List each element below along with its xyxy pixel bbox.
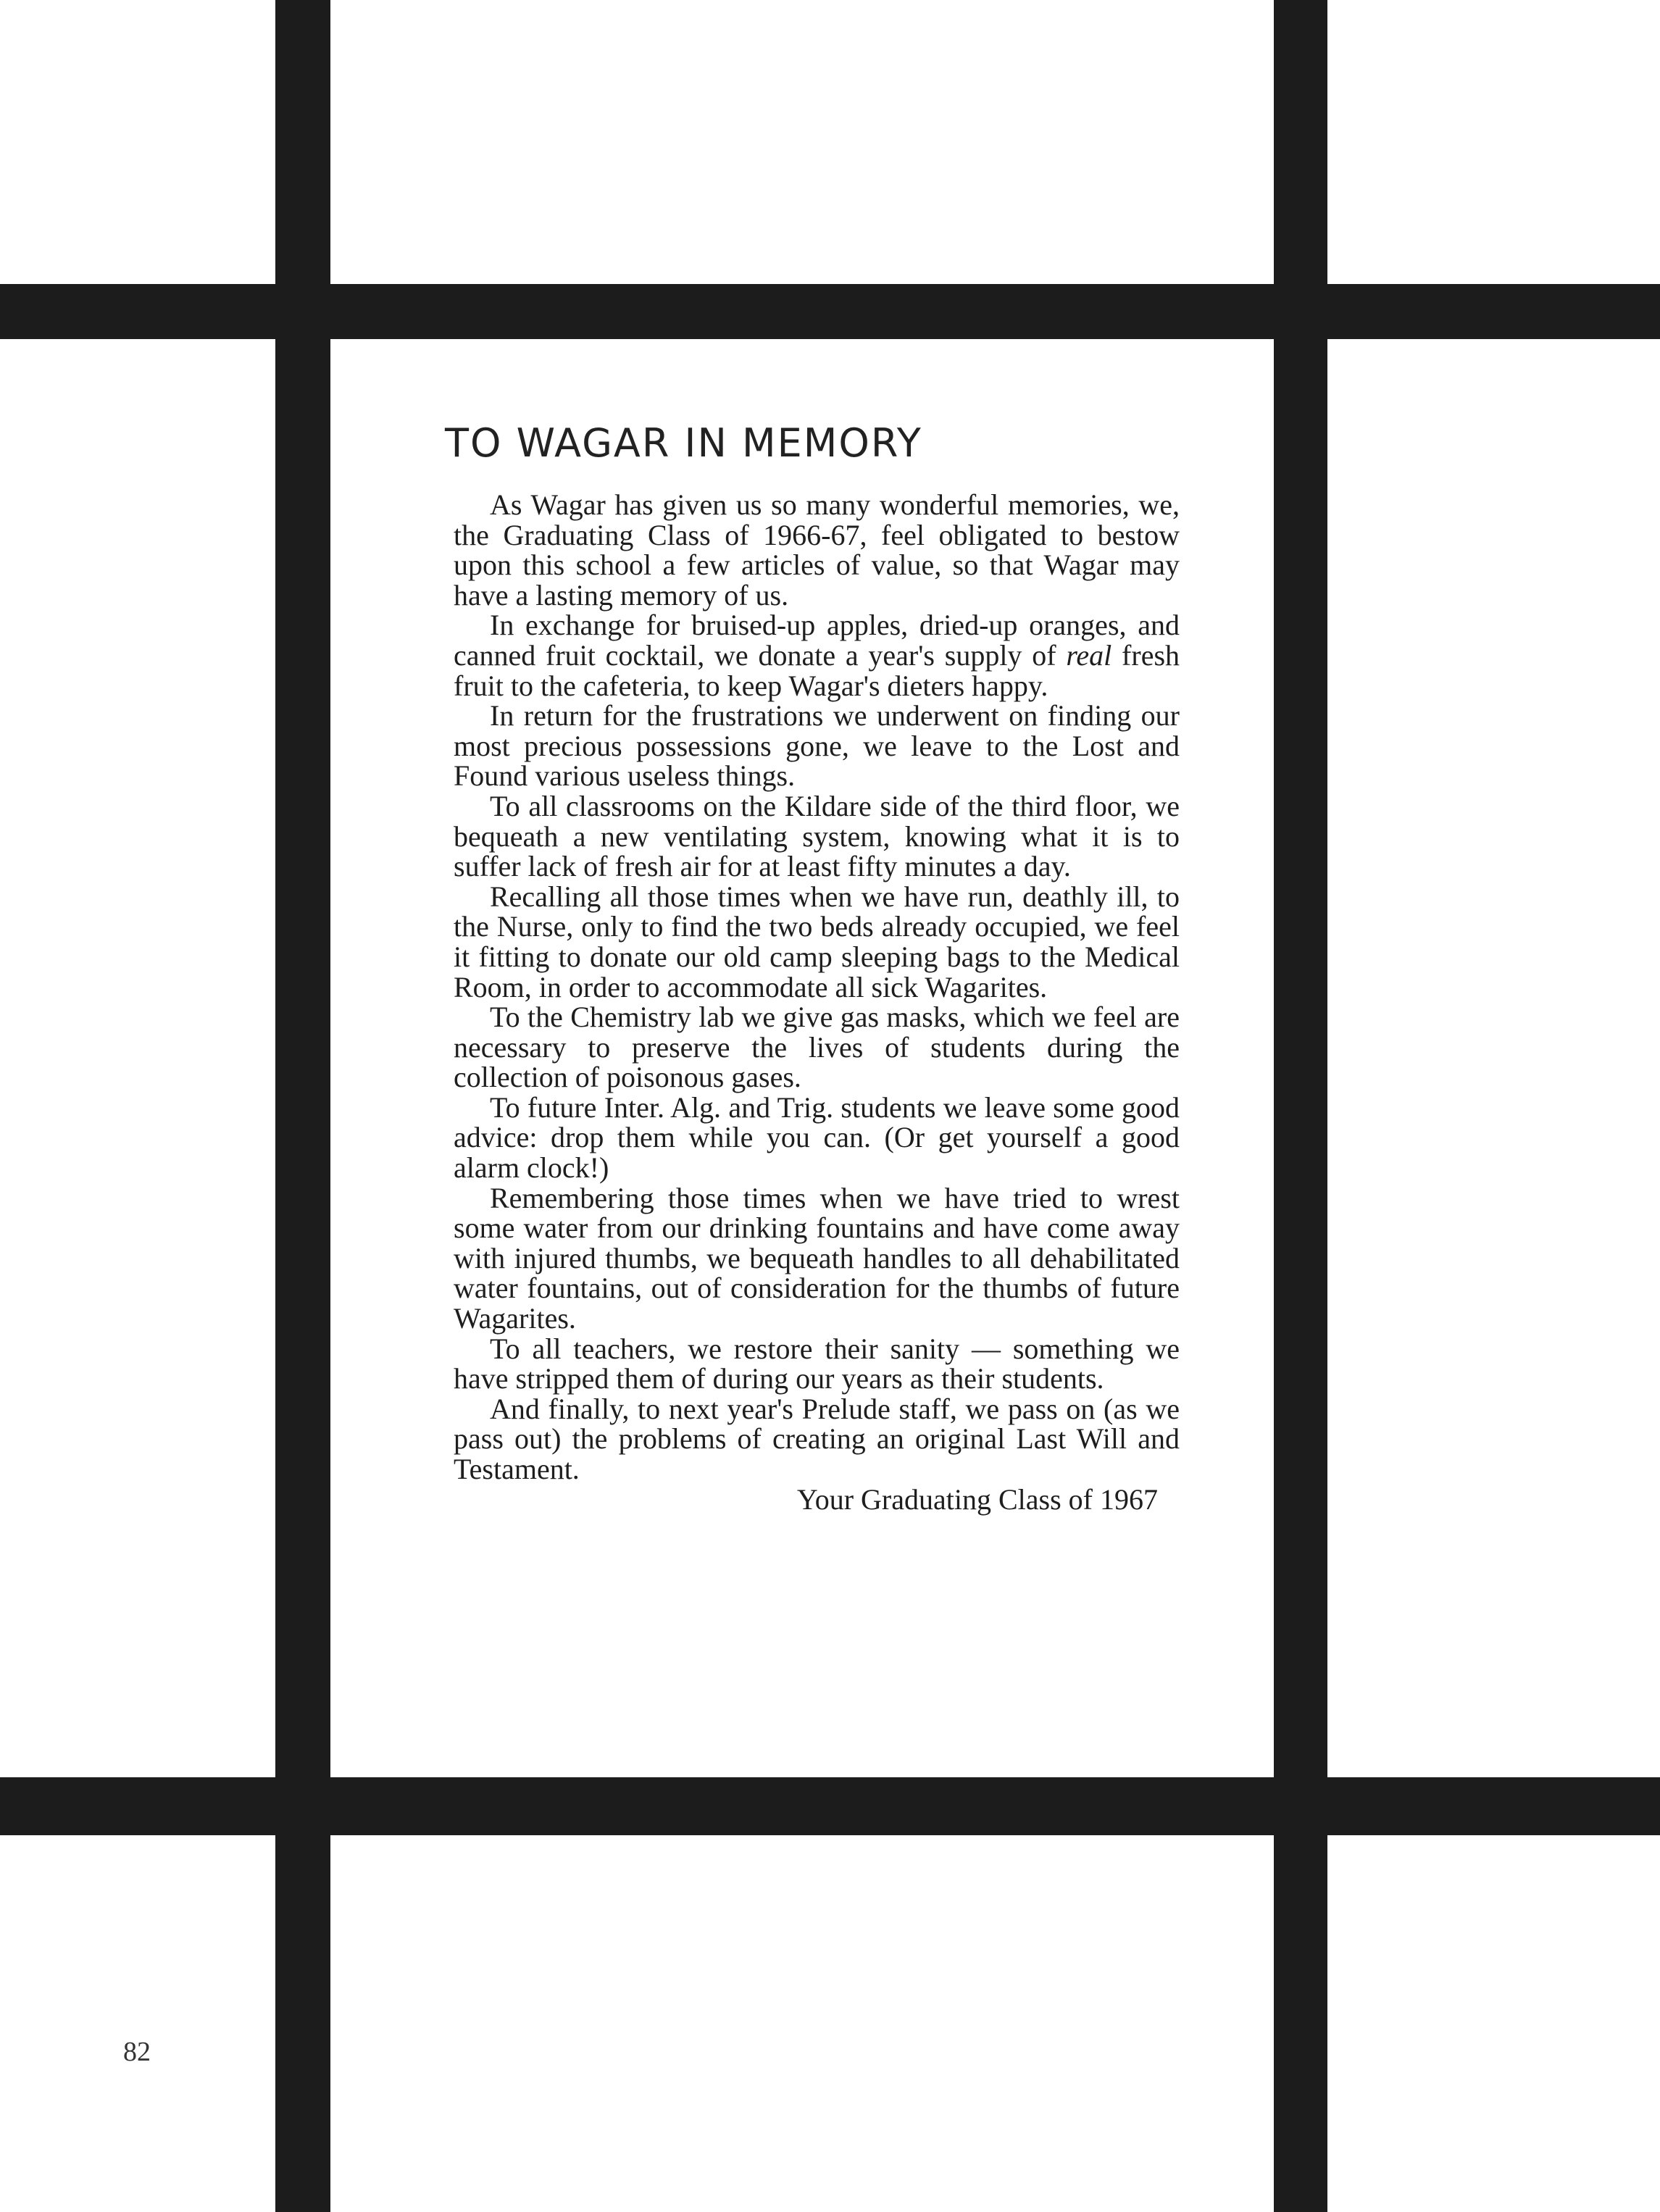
- paragraph-fruit-start: In exchange for bruised-up apples, dried-up oranges, and canned fruit cocktail, we donate a year's supply of: [454, 609, 1180, 672]
- page-number: 82: [123, 2037, 151, 2067]
- paragraph-chemistry: To the Chemistry lab we give gas masks, which we feel are necessary to preserve the lives of students during the collection of poisonous gases.: [454, 1001, 1180, 1094]
- frame-bar-horizontal-top: [0, 284, 1660, 339]
- paragraph-ventilation: To all classrooms on the Kildare side of the third floor, we bequeath a new ventilating system, knowing what it is to suffer lack of fresh air for at least fifty minutes a day.: [454, 789, 1180, 883]
- paragraph-prelude: And finally, to next year's Prelude staff, we pass on (as we pass out) the problems of creating an original Last Will and Testament.: [454, 1392, 1180, 1485]
- paragraph-lost-and-found: In return for the frustrations we underwent on finding our most precious possessions gone, we leave to the Lost and Found various useless things.: [454, 699, 1180, 793]
- paragraph-fruit-end: fresh fruit to the cafeteria, to keep Wagar's dieters happy.: [454, 638, 1180, 702]
- paragraph-algebra: To future Inter. Alg. and Trig. students we leave some good advice: drop them while you can. (Or get yourself a good alarm clock!): [454, 1090, 1180, 1185]
- page-title: TO WAGAR IN MEMORY: [445, 420, 922, 466]
- article-body: [454, 490, 1180, 1514]
- paragraph-memories: As Wagar has given us so many wonderful memories, we, the Graduating Class of 1966-67, feel obligated to bestow upon this school a few articles of value, so that Wagar may have a lasting memory of us.: [454, 488, 1180, 612]
- emphasis-real: real: [1066, 638, 1112, 672]
- frame-bar-horizontal-bottom: [0, 1777, 1660, 1835]
- paragraph-fountains: Remembering those times when we have tried to wrest some water from our drinking fountains and have come away with injured thumbs, we bequeath handles to all dehabilitated water fountains, out of consideration for the thumbs of future Wagarites.: [454, 1181, 1180, 1335]
- paragraph-teachers: To all teachers, we restore their sanity — something we have stripped them of during our years as their students.: [454, 1332, 1180, 1395]
- paragraph-fruit: [454, 610, 1180, 701]
- paragraph-nurse: Recalling all those times when we have run, deathly ill, to the Nurse, only to find the two beds already occupied, we feel it fitting to donate our old camp sleeping bags to the Medical Room, in order to accommodate all sick Wagarites.: [454, 880, 1180, 1003]
- signature: Your Graduating Class of 1967: [796, 1482, 1158, 1516]
